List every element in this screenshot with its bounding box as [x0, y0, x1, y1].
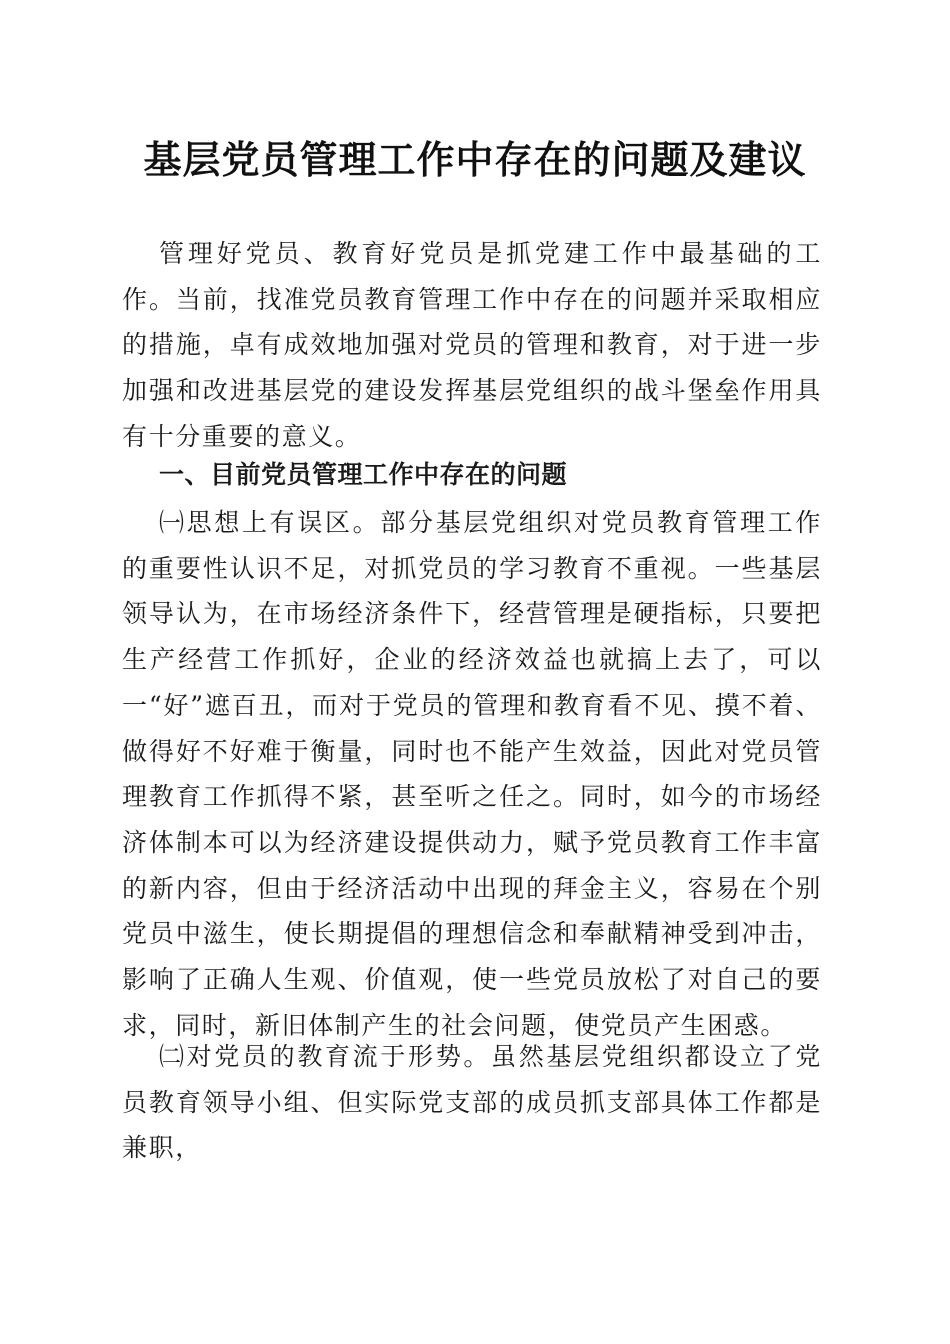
section-paragraph-2: ㈡对党员的教育流于形势。虽然基层党组织都设立了党员教育领导小组、但实际党支部的成员抓支部具体工作都是兼职， — [122, 1042, 822, 1163]
document-title: 基层党员管理工作中存在的问题及建议 — [143, 137, 807, 182]
section-paragraph-1: ㈠思想上有误区。部分基层党组织对党员教育管理工作的重要性认识不足，对抓党员的学习教育不重视。一些基层领导认为，在市场经济条件下，经营管理是硬指标，只要把生产经营工作抓好，企业的经济效益也就搞上去了，可以一“好”遮百丑，而对于党员的管理和教育看不见、摸不着、做得好不好难于衡量，同时也不能产生效益，因此对党员管理教育工作抓得不紧，甚至听之任之。同时，如今的市场经济体制本可以为经济建设提供动力，赋予党员教育工作丰富的新内容，但由于经济活动中出现的拜金主义，容易在个别党员中滋生，使长期提倡的理想信念和奉献精神受到冲击，影响了正确人生观、价值观，使一些党员放松了对自己的要求，同时，新旧体制产生的社会问题，使党员产生困惑。 — [122, 508, 822, 1040]
intro-paragraph: 管理好党员、教育好党员是抓党建工作中最基础的工作。当前，找准党员教育管理工作中存在的问题并采取相应的措施，卓有成效地加强对党员的管理和教育，对于进一步加强和改进基层党的建设发挥基层党组织的战斗堡垒作用具有十分重要的意义。 — [122, 239, 822, 451]
section-heading: 一、目前党员管理工作中存在的问题 — [159, 460, 568, 489]
